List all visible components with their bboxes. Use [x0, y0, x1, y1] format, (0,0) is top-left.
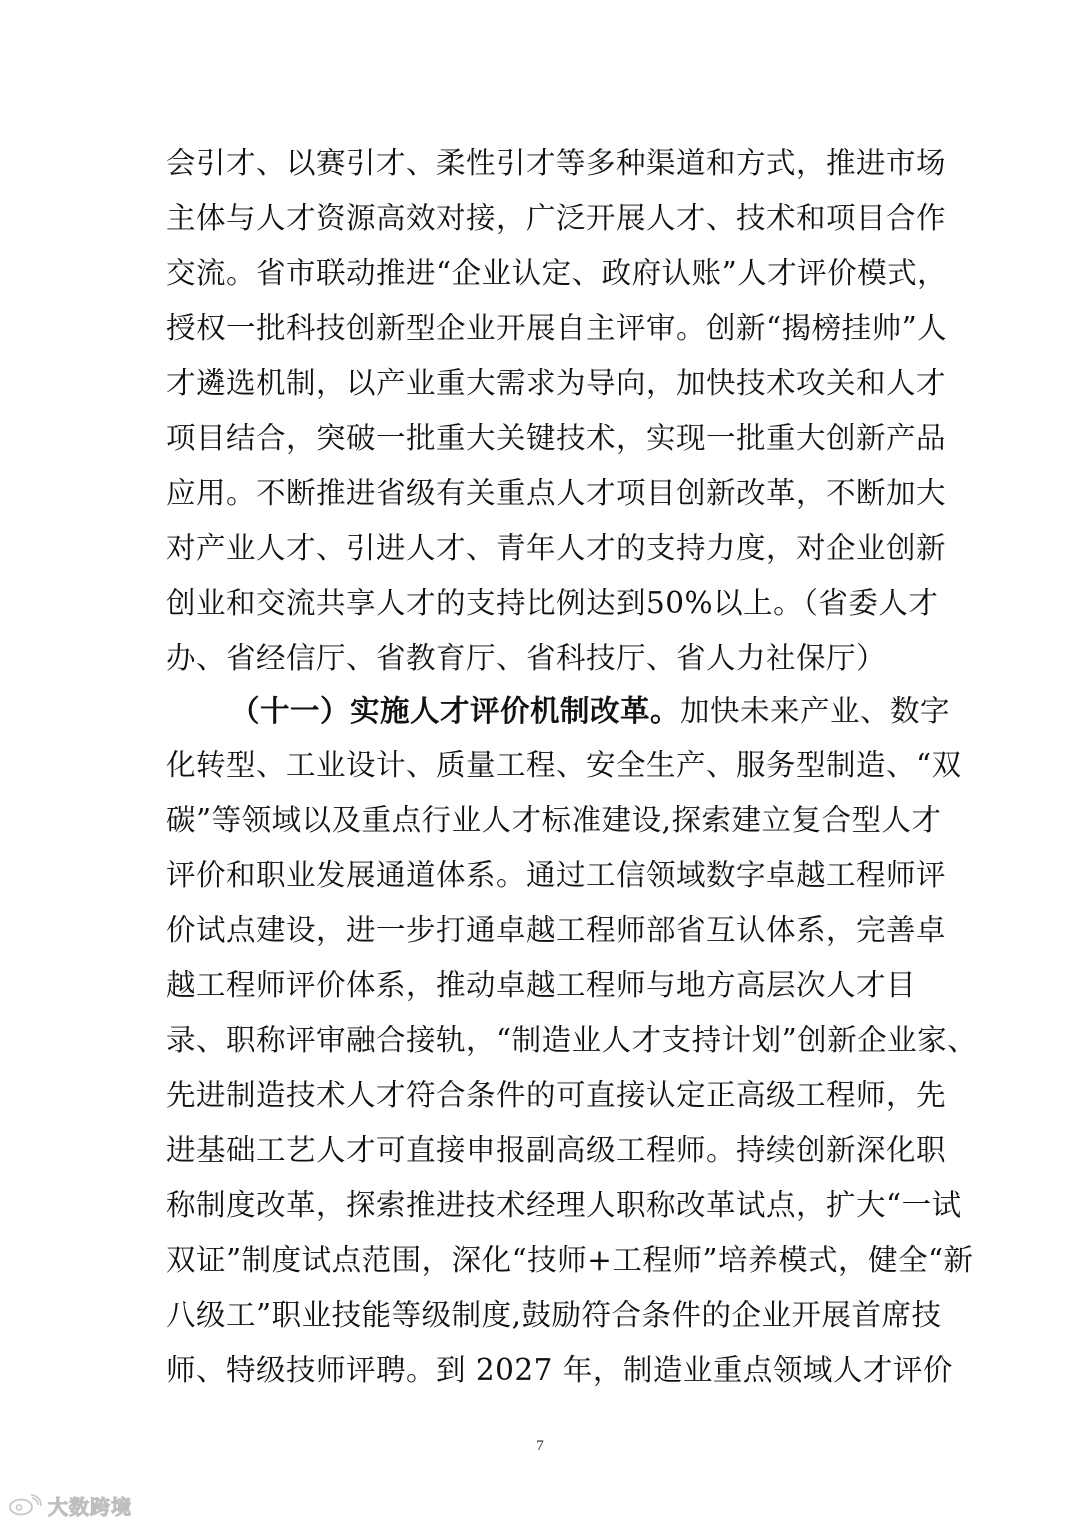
body-line: 主体与人才资源高效对接，广泛开展人才、技术和项目合作 — [166, 201, 947, 235]
body-line: 越工程师评价体系，推动卓越工程师与地方高层次人才目 — [166, 968, 917, 1002]
body-line: 交流。省市联动推进“企业认定、政府认账”人才评价模式， — [166, 256, 948, 290]
body-line: 八级工”职业技能等级制度,鼓励符合条件的企业开展首席技 — [166, 1298, 942, 1332]
body-line: 授权一批科技创新型企业开展自主评审。创新“揭榜挂帅”人 — [166, 311, 948, 345]
body-line: 双证”制度试点范围，深化“技师+工程师”培养模式，健全“新 — [166, 1243, 974, 1277]
body-line: 价试点建设，进一步打通卓越工程师部省互认体系，完善卓 — [166, 913, 947, 947]
body-line: 对产业人才、引进人才、青年人才的支持力度，对企业创新 — [166, 531, 947, 565]
body-line: 创业和交流共享人才的支持比例达到50%以上。（省委人才 — [166, 586, 939, 620]
body-line: 进基础工艺人才可直接申报副高级工程师。持续创新深化职 — [166, 1133, 947, 1167]
body-line: 办、省经信厅、省教育厅、省科技厅、省人力社保厅） — [166, 641, 887, 675]
watermark — [8, 1490, 132, 1520]
page-number: 7 — [536, 1438, 544, 1454]
section-heading: （十一）实施人才评价机制改革。 — [230, 693, 681, 728]
body-line: 会引才、以赛引才、柔性引才等多种渠道和方式，推进市场 — [166, 146, 947, 180]
weibo-logo-icon — [8, 1494, 42, 1516]
section-heading-line — [230, 683, 951, 738]
body-line: 应用。不断推进省级有关重点人才项目创新改革，不断加大 — [166, 476, 947, 510]
body-line: 师、特级技师评聘。到 2027 年，制造业重点领域人才评价 — [166, 1353, 953, 1387]
body-line: 才遴选机制，以产业重大需求为导向，加快技术攻关和人才 — [166, 366, 947, 400]
body-line: 称制度改革，探索推进技术经理人职称改革试点，扩大“一试 — [166, 1188, 962, 1222]
body-line: 碳”等领域以及重点行业人才标准建设,探索建立复合型人才 — [166, 803, 942, 837]
body-line: 评价和职业发展通道体系。通过工信领域数字卓越工程师评 — [166, 858, 947, 892]
body-line: 录、职称评审融合接轨，“制造业人才支持计划”创新企业家、 — [166, 1023, 978, 1057]
body-line: 项目结合，突破一批重大关键技术，实现一批重大创新产品 — [166, 421, 947, 455]
watermark-text: 大数跨境 — [48, 1494, 132, 1519]
body-line: 先进制造技术人才符合条件的可直接认定正高级工程师，先 — [166, 1078, 947, 1112]
section-heading-continuation: 加快未来产业、数字 — [680, 694, 951, 728]
body-line: 化转型、工业设计、质量工程、安全生产、服务型制造、“双 — [166, 748, 962, 782]
